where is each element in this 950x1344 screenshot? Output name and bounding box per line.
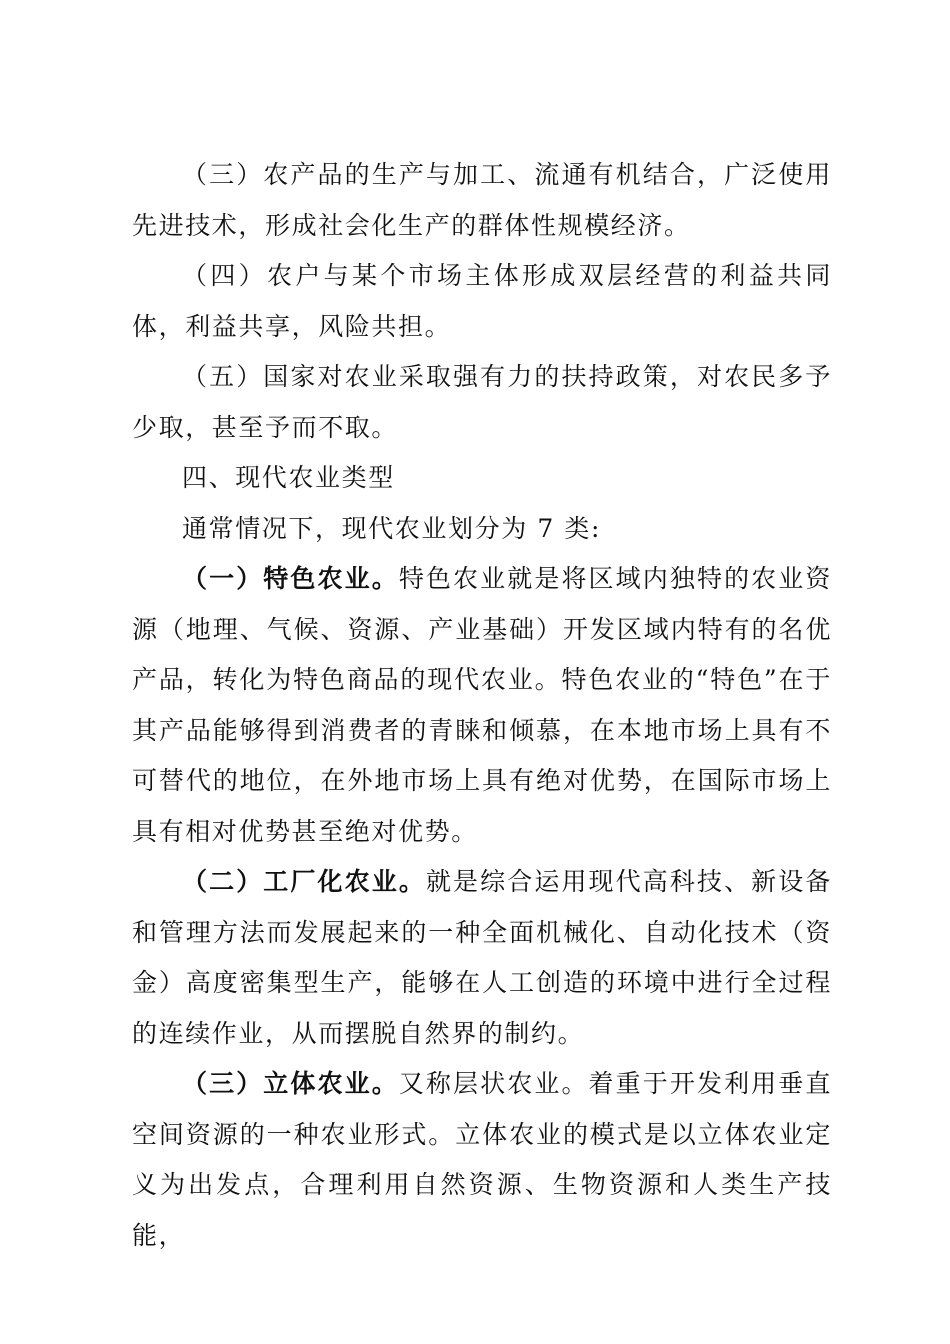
paragraph-type-2 xyxy=(132,857,832,1059)
section-heading-modern-agriculture-types: 四、现代农业类型 xyxy=(182,463,395,492)
type-1-body: 特色农业就是将区域内独特的农业资源（地理、气候、资源、产业基础）开发区域内特有的名优产品，转化为特色商品的现代农业。特色农业的“特色”在于其产品能够得到消费者的青睐和倾慕，在本地市场上具有不可替代的地位，在外地市场上具有绝对优势，在国际市场上具有相对优势甚至绝对优势。 xyxy=(132,564,832,846)
paragraph-4-farmer-community: （四）农户与某个市场主体形成双层经营的利益共同体，利益共享，风险共担。 xyxy=(132,261,832,341)
paragraph-type-3 xyxy=(132,1059,832,1261)
paragraph-5-state-support: （五）国家对农业采取强有力的扶持政策，对农民多予少取，甚至予而不取。 xyxy=(132,362,832,442)
type-2-body: 就是综合运用现代高科技、新设备和管理方法而发展起来的一种全面机械化、自动化技术（资金）高度密集型生产，能够在人工创造的环境中进行全过程的连续作业，从而摆脱自然界的制约。 xyxy=(132,867,832,1048)
type-2-lead: （二）工厂化农业。 xyxy=(182,867,426,896)
paragraph-type-1 xyxy=(132,554,832,857)
paragraph-3-production-integration: （三）农产品的生产与加工、流通有机结合，广泛使用先进技术，形成社会化生产的群体性规模经济。 xyxy=(132,160,832,240)
document-body xyxy=(132,150,832,1261)
paragraph-intro: 通常情况下，现代农业划分为 7 类: xyxy=(182,513,602,543)
type-3-lead: （三）立体农业。 xyxy=(182,1069,399,1098)
type-1-lead: （一）特色农业。 xyxy=(182,564,399,593)
type-3-body: 又称层状农业。着重于开发利用垂直空间资源的一种农业形式。立体农业的模式是以立体农业定义为出发点，合理利用自然资源、生物资源和人类生产技能， xyxy=(132,1069,832,1250)
